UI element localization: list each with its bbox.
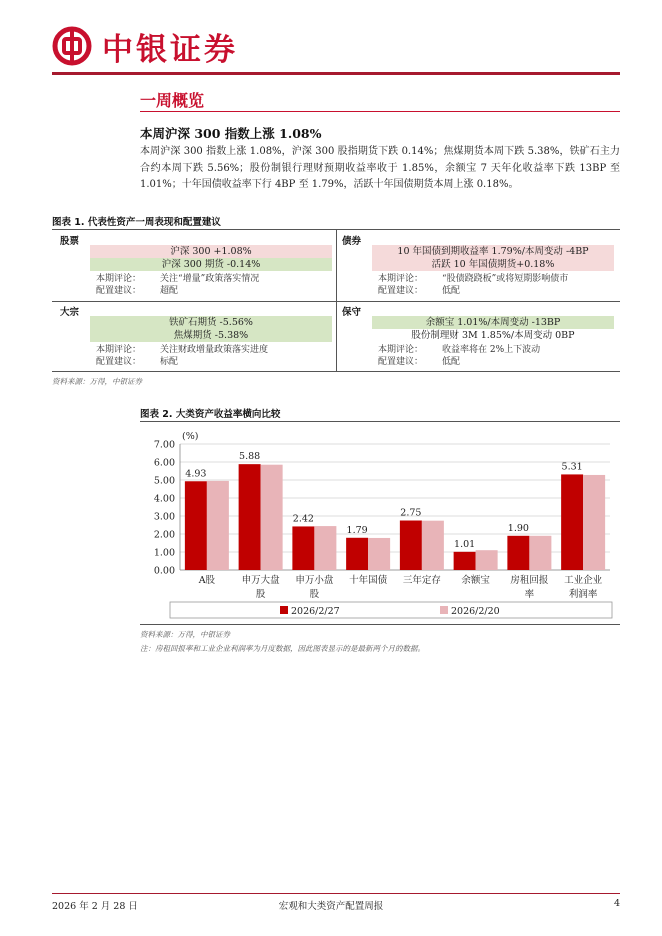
- comment-line: [96, 273, 259, 285]
- figure2-note: 注：房租回报率和工业企业利润率为月度数据，因此图表显示的是最新两个月的数据。: [140, 644, 425, 653]
- x-tick-label: 申万小盘: [295, 575, 334, 586]
- bar-current: [561, 474, 583, 570]
- advice-line: [96, 356, 178, 368]
- y-tick-label: 6.00: [153, 457, 175, 469]
- y-tick-label: 7.00: [153, 439, 175, 451]
- y-tick-label: 4.00: [153, 493, 175, 505]
- data-label: 1.01: [454, 538, 476, 550]
- comment-text: 关注“增量”政策落实情况: [160, 274, 260, 284]
- page-number: 4: [613, 898, 620, 909]
- data-label: 2.42: [292, 513, 314, 525]
- bar-previous: [261, 465, 283, 570]
- advice-key: 配置建议：: [96, 286, 142, 296]
- x-tick-label: 股: [309, 589, 320, 600]
- x-tick-label: 十年国债: [349, 575, 388, 586]
- footer-date: 2026 年 2 月 28 日: [52, 901, 138, 912]
- data-label: 2.75: [400, 507, 422, 519]
- section-title: 一周概览: [140, 91, 205, 110]
- quadrant-commodities: [60, 304, 332, 370]
- brand-logo: [52, 26, 238, 66]
- figure1-bottom-rule: [52, 371, 620, 372]
- asset-band: 沪深 300 +1.08%: [90, 245, 332, 258]
- comment-key: 本期评论：: [96, 345, 142, 355]
- advice-text: 低配: [442, 357, 461, 367]
- x-tick-label: 工业企业: [564, 575, 603, 586]
- y-tick-label: 0.00: [153, 565, 175, 577]
- data-label: 4.93: [185, 468, 207, 480]
- x-tick-label: 股: [255, 589, 266, 600]
- comment-line: [96, 344, 268, 356]
- x-tick-label: 三年定存: [402, 575, 441, 586]
- headline: 本周沪深 300 指数上涨 1.08%: [140, 126, 322, 141]
- figure2-source: 资料来源：万得，中银证券: [140, 630, 230, 639]
- quadrant-label: 债券: [342, 236, 362, 247]
- data-label: 1.90: [507, 522, 529, 534]
- legend-swatch: [280, 606, 288, 614]
- asset-band: 股份制理财 3M 1.85%/本周变动 0BP: [411, 330, 575, 341]
- y-tick-label: 5.00: [153, 475, 175, 487]
- asset-band: 铁矿石期货 -5.56%: [90, 316, 332, 329]
- bar-current: [346, 538, 368, 570]
- asset-band: 余额宝 1.01%/本周变动 -13BP: [372, 316, 614, 329]
- comment-text: 关注财政增量政策落实进度: [160, 345, 269, 355]
- legend-box: [170, 602, 612, 618]
- x-tick-label: 余额宝: [461, 575, 490, 586]
- figure1-source: 资料来源：万得，中银证券: [52, 377, 142, 386]
- x-tick-label: A股: [198, 575, 216, 586]
- comment-key: 本期评论：: [378, 274, 424, 284]
- figure1-vertical-rule: [336, 230, 337, 371]
- asset-band: 活跃 10 年国债期货+0.18%: [372, 258, 614, 271]
- bar-previous: [314, 526, 336, 570]
- bar-current: [400, 521, 422, 571]
- asset-band: 10 年国债到期收益率 1.79%/本周变动 -4BP: [372, 245, 614, 258]
- bar-current: [507, 536, 529, 570]
- y-tick-label: 2.00: [153, 529, 175, 541]
- bar-current: [239, 464, 261, 570]
- legend-label: 2026/2/20: [451, 606, 500, 617]
- x-tick-label: 房租回报: [510, 575, 549, 586]
- footer-title: 宏观和大类资产配置周报: [278, 901, 384, 912]
- bar-previous: [476, 550, 498, 570]
- asset-band: 焦煤期货 -5.38%: [90, 329, 332, 342]
- header-rule: [52, 72, 620, 75]
- bar-current: [454, 552, 476, 570]
- advice-key: 配置建议：: [378, 357, 424, 367]
- quadrant-stocks: [60, 233, 332, 299]
- bar-previous: [368, 538, 390, 570]
- y-tick-label: 1.00: [153, 547, 175, 559]
- advice-line: [378, 285, 460, 297]
- bar-current: [292, 526, 314, 570]
- advice-text: 超配: [160, 286, 179, 296]
- quadrant-label: 保守: [342, 307, 362, 318]
- section-rule: [140, 111, 620, 112]
- advice-line: [96, 285, 178, 297]
- bar-current: [185, 481, 207, 570]
- footer-rule: [52, 893, 620, 894]
- advice-text: 标配: [160, 357, 179, 367]
- y-unit-label: (%): [182, 431, 199, 442]
- comment-key: 本期评论：: [96, 274, 142, 284]
- quadrant-conservative: [342, 304, 614, 370]
- legend-swatch: [440, 606, 448, 614]
- comment-line: [378, 344, 540, 356]
- summary-paragraph: 本周沪深 300 指数上涨 1.08%，沪深 300 股指期货下跌 0.14%；焦煤期货本周下跌 5.38%，铁矿石主力合约本周下跌 5.56%；股份制银行理财预期收益率收于 1.85%，余额宝 7 天年化收益率下跌 13BP 至 1.01%；十年国债收益率下行 4BP 至 1.79%，活跃十年国债期货本周上涨 0.18%。: [140, 146, 620, 190]
- comment-text: 收益率将在 2%上下波动: [442, 345, 541, 355]
- legend-label: 2026/2/27: [291, 606, 340, 617]
- advice-key: 配置建议：: [96, 357, 142, 367]
- figure1-title: 图表 1. 代表性资产一周表现和配置建议: [52, 217, 221, 228]
- quadrant-label: 股票: [60, 236, 80, 247]
- comment-line: [378, 273, 568, 285]
- bar-previous: [529, 536, 551, 570]
- bar-previous: [207, 481, 229, 570]
- x-tick-label: 利润率: [568, 589, 598, 600]
- asset-band: 沪深 300 期货 -0.14%: [90, 258, 332, 271]
- brand-name: 中银证券: [102, 31, 238, 68]
- figure2-title: 图表 2. 大类资产收益率横向比较: [140, 409, 281, 420]
- comment-text: “股债跷跷板”或将短期影响债市: [442, 274, 569, 284]
- quadrant-bonds: [342, 233, 614, 299]
- quadrant-label: 大宗: [60, 307, 80, 318]
- advice-line: [378, 356, 460, 368]
- boc-logo-icon: [52, 26, 92, 66]
- asset-yield-bar-chart: [140, 424, 620, 624]
- data-label: 1.79: [346, 524, 368, 536]
- x-tick-label: 率: [524, 589, 535, 600]
- figure2-bottom-rule: [140, 624, 620, 625]
- comment-key: 本期评论：: [378, 345, 424, 355]
- x-tick-label: 申万大盘: [241, 575, 280, 586]
- data-label: 5.88: [239, 451, 261, 463]
- figure2-top-rule: [140, 421, 620, 422]
- advice-key: 配置建议：: [378, 286, 424, 296]
- data-label: 5.31: [561, 461, 583, 473]
- advice-text: 低配: [442, 286, 461, 296]
- bar-previous: [422, 521, 444, 570]
- y-tick-label: 3.00: [153, 511, 175, 523]
- bar-previous: [583, 475, 605, 570]
